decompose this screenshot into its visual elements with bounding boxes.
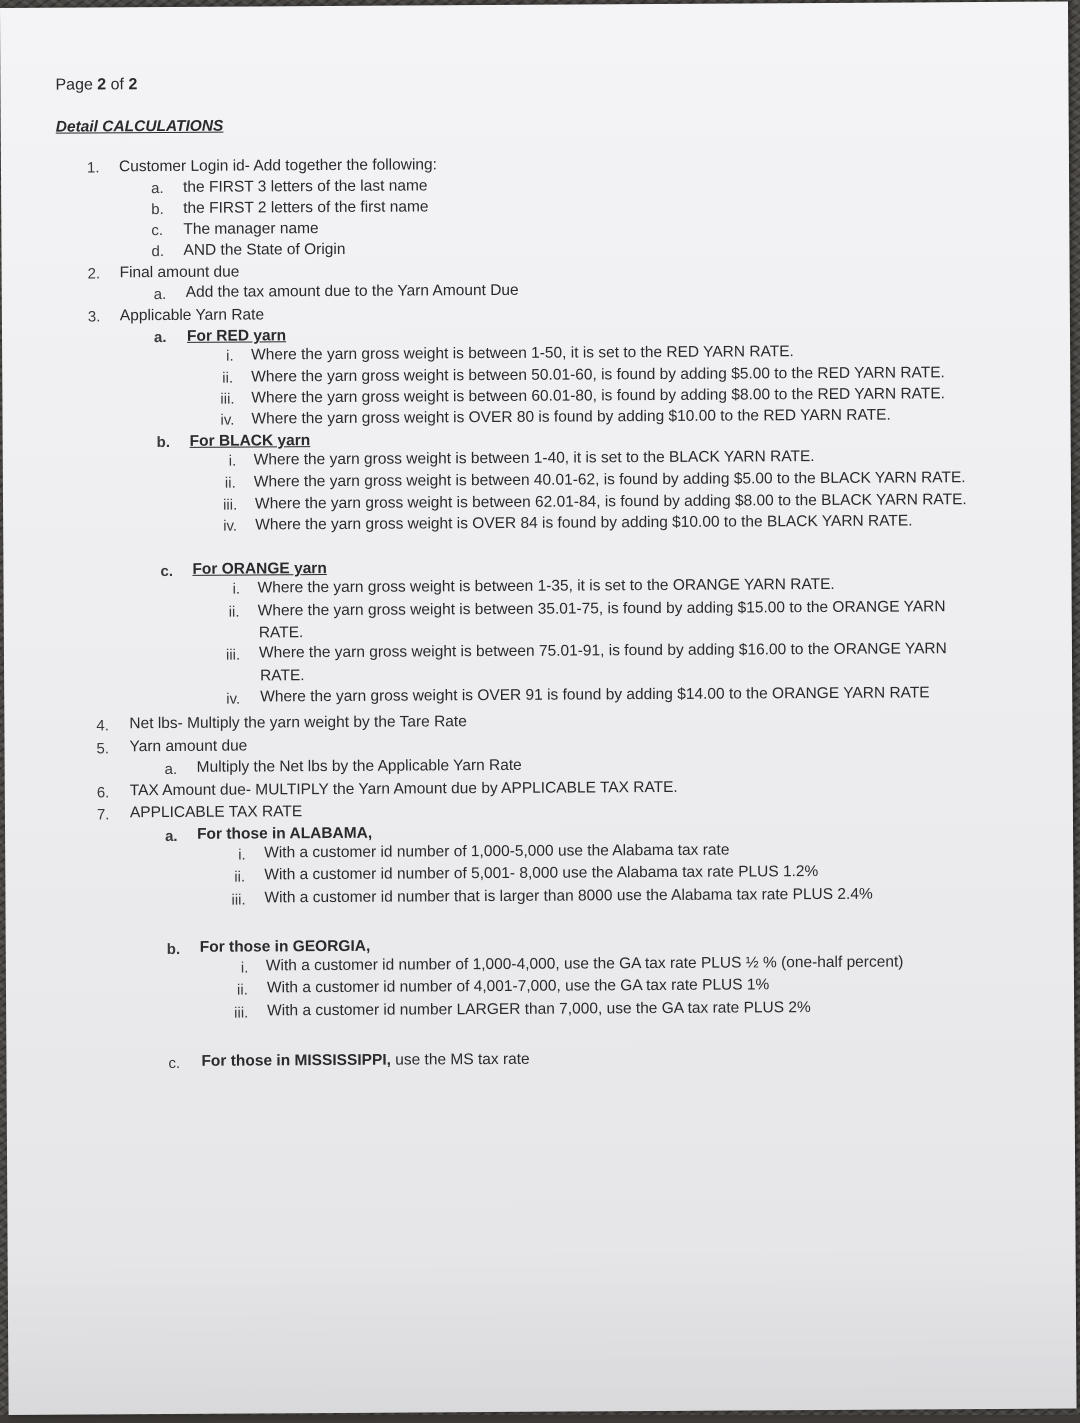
orange-yarn-heading: For ORANGE yarn bbox=[192, 560, 327, 578]
page-number: Page 2 of 2 bbox=[55, 76, 138, 94]
rule-marker: ii. bbox=[228, 603, 240, 621]
rule-text: Where the yarn gross weight is between 75.01-91, is found by adding $16.00 to the ORANGE YARN bbox=[258, 640, 947, 662]
rule-text: Where the yarn gross weight is between 1-50, it is set to the RED YARN RATE. bbox=[251, 343, 794, 364]
rule-text: Where the yarn gross weight is OVER 80 is found by adding $10.00 to the RED YARN RATE. bbox=[251, 406, 891, 428]
sub-marker: a. bbox=[164, 760, 178, 779]
rule-text-continuation: RATE. bbox=[260, 667, 305, 685]
sub-item: Add the tax amount due to the Yarn Amount Due bbox=[185, 281, 519, 301]
sub-item: AND the State of Origin bbox=[183, 240, 346, 259]
rule-marker: iv. bbox=[223, 517, 238, 535]
list-marker: 6. bbox=[96, 784, 110, 802]
document-page bbox=[0, 1, 1077, 1414]
sub-marker: c. bbox=[168, 1054, 181, 1072]
list-item: Customer Login id- Add together the following: bbox=[118, 156, 437, 176]
mississippi-item bbox=[201, 1051, 529, 1071]
rule-text: Where the yarn gross weight is OVER 91 is found by adding $14.00 to the ORANGE YARN RATE bbox=[260, 684, 930, 706]
rule-marker: i. bbox=[226, 347, 234, 365]
rule-marker: iv. bbox=[220, 411, 235, 429]
black-yarn-heading: For BLACK yarn bbox=[189, 432, 311, 450]
rule-marker: iii. bbox=[225, 646, 241, 664]
sub-marker: c. bbox=[151, 222, 164, 240]
rule-marker: ii. bbox=[236, 981, 248, 999]
rule-marker: iii. bbox=[222, 496, 238, 514]
rule-marker: i. bbox=[240, 959, 249, 977]
list-item: APPLICABLE TAX RATE bbox=[129, 803, 303, 822]
georgia-heading: For those in GEORGIA, bbox=[199, 937, 371, 956]
paper-shadow bbox=[8, 1241, 1077, 1423]
sub-item: Multiply the Net lbs by the Applicable Yarn Rate bbox=[196, 756, 522, 776]
page-title: Detail CALCULATIONS bbox=[55, 117, 224, 136]
rule-text: With a customer id number of 1,000-5,000 use the Alabama tax rate bbox=[264, 841, 730, 862]
sub-marker: a. bbox=[153, 285, 167, 304]
rule-text: Where the yarn gross weight is between 35.01-75, is found by adding $15.00 to the ORANGE YARN bbox=[257, 598, 946, 620]
rule-marker: iv. bbox=[226, 690, 241, 708]
rule-text: With a customer id number of 1,000-4,000, use the GA tax rate PLUS ½ % (one-half percent) bbox=[265, 953, 904, 975]
list-marker: 3. bbox=[87, 308, 101, 326]
rule-marker: iii. bbox=[231, 891, 246, 909]
list-marker: 1. bbox=[86, 159, 100, 177]
rule-text: With a customer id number LARGER than 7,000, use the GA tax rate PLUS 2% bbox=[267, 999, 811, 1020]
rule-marker: ii. bbox=[234, 868, 246, 886]
sub-marker: a. bbox=[153, 328, 167, 347]
rule-text: With a customer id number that is larger than 8000 use the Alabama tax rate PLUS 2.4% bbox=[264, 885, 873, 907]
rule-text: With a customer id number of 5,001- 8,000 use the Alabama tax rate PLUS 1.2% bbox=[264, 863, 819, 884]
rule-text: Where the yarn gross weight is between 50.01-60, is found by adding $5.00 to the RED YARN RATE. bbox=[251, 364, 945, 386]
list-item: Net lbs- Multiply the yarn weight by the Tare Rate bbox=[129, 713, 467, 733]
list-item: Yarn amount due bbox=[129, 737, 248, 756]
sub-item: the FIRST 2 letters of the first name bbox=[183, 198, 429, 217]
rule-text: Where the yarn gross weight is between 60.01-80, is found by adding $8.00 to the RED YARN RATE. bbox=[251, 385, 946, 407]
sub-marker: a. bbox=[151, 180, 164, 198]
rule-text: Where the yarn gross weight is between 62.01-84, is found by adding $8.00 to the BLACK YARN RATE. bbox=[254, 491, 967, 513]
list-marker: 7. bbox=[96, 806, 110, 824]
sub-item: The manager name bbox=[183, 220, 319, 238]
rule-text-continuation: RATE. bbox=[258, 624, 304, 642]
rule-marker: i. bbox=[238, 846, 246, 864]
list-marker: 4. bbox=[96, 717, 109, 735]
list-marker: 2. bbox=[87, 265, 101, 283]
rule-marker: iii. bbox=[234, 1004, 249, 1022]
rule-marker: i. bbox=[232, 580, 241, 598]
list-item: Applicable Yarn Rate bbox=[119, 306, 265, 325]
rule-text: Where the yarn gross weight is between 40.01-62, is found by adding $5.00 to the BLACK YARN RATE. bbox=[253, 469, 966, 491]
mississippi-text: use the MS tax rate bbox=[390, 1050, 530, 1069]
rule-text: Where the yarn gross weight is between 1-40, it is set to the BLACK YARN RATE. bbox=[253, 448, 815, 469]
rule-marker: iii. bbox=[220, 390, 235, 408]
alabama-heading: For those in ALABAMA, bbox=[196, 824, 373, 843]
sub-item: the FIRST 3 letters of the last name bbox=[183, 177, 428, 196]
red-yarn-heading: For RED yarn bbox=[186, 327, 287, 345]
mississippi-heading: For those in MISSISSIPPI, bbox=[201, 1051, 391, 1070]
sub-marker: b. bbox=[166, 940, 181, 958]
rule-marker: ii. bbox=[222, 369, 234, 387]
sub-marker: c. bbox=[160, 562, 174, 581]
sub-marker: a. bbox=[165, 827, 178, 846]
list-item: Final amount due bbox=[119, 263, 240, 282]
sub-marker: b. bbox=[151, 201, 164, 219]
rule-text: With a customer id number of 4,001-7,000, use the GA tax rate PLUS 1% bbox=[266, 976, 770, 997]
sub-marker: d. bbox=[151, 243, 165, 261]
rule-marker: ii. bbox=[224, 474, 236, 492]
rule-marker: i. bbox=[228, 452, 237, 470]
list-item: TAX Amount due- MULTIPLY the Yarn Amount due by APPLICABLE TAX RATE. bbox=[129, 778, 678, 800]
sub-marker: b. bbox=[156, 433, 171, 452]
rule-text: Where the yarn gross weight is OVER 84 is found by adding $10.00 to the BLACK YARN RATE. bbox=[255, 512, 913, 534]
list-marker: 5. bbox=[96, 740, 110, 758]
rule-text: Where the yarn gross weight is between 1-35, it is set to the ORANGE YARN RATE. bbox=[257, 575, 835, 597]
